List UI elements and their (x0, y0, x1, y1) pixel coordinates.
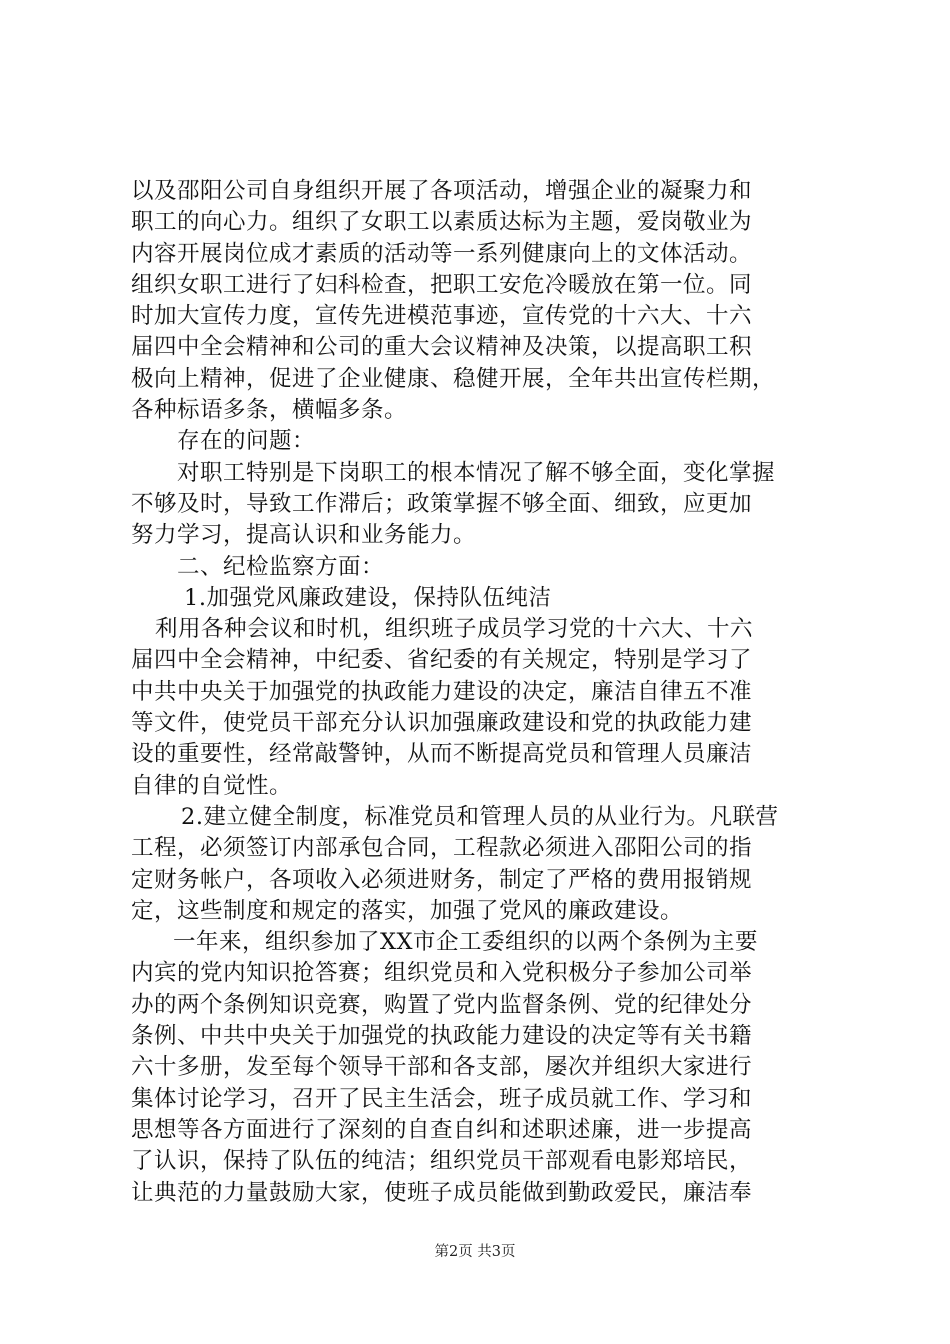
text-line: 以及邵阳公司自身组织开展了各项活动，增强企业的凝聚力和 (131, 178, 753, 204)
section-heading-problems: 存在的问题： (177, 428, 316, 455)
text-line: 条例、中共中央关于加强党的执政能力建设的决定等有关书籍 (131, 1023, 753, 1050)
text-line: 工程，必须签订内部承包合同，工程款必须进入邵阳公司的指 (131, 835, 753, 862)
text-line: 组织女职工进行了妇科检查，把职工安危冷暖放在第一位。同 (131, 271, 753, 298)
text-line: 了认识，保持了队伍的纯洁；组织党员干部观看电影郑培民， (131, 1148, 753, 1175)
text-line: 各种标语多条，横幅多条。 (131, 397, 408, 424)
text-line: 中共中央关于加强党的执政能力建设的决定，廉洁自律五不准 (131, 678, 753, 705)
page-number-footer: 第2页 共3页 (434, 1244, 516, 1260)
text-line: 集体讨论学习，召开了民主生活会，班子成员就工作、学习和 (131, 1085, 753, 1112)
text-line: 届四中全会精神和公司的重大会议精神及决策，以提高职工积 (131, 334, 753, 361)
text-line: 六十多册，发至每个领导干部和各支部，屡次并组织大家进行 (131, 1054, 753, 1081)
text-line: 利用各种会议和时机，组织班子成员学习党的十六大、十六 (155, 616, 754, 643)
text-line: 届四中全会精神，中纪委、省纪委的有关规定，特别是学习了 (131, 647, 753, 674)
text-line: 定财务帐户，各项收入必须进财务，制定了严格的费用报销规 (131, 866, 753, 893)
text-line: 自律的自觉性。 (131, 772, 293, 799)
text-line: 时加大宣传力度，宣传先进模范事迹，宣传党的十六大、十六 (131, 303, 753, 330)
text-line: 办的两个条例知识竞赛，购置了党内监督条例、党的纪律处分 (131, 991, 753, 1018)
text-line: 内容开展岗位成才素质的活动等一系列健康向上的文体活动。 (131, 240, 753, 267)
text-line: 对职工特别是下岗职工的根本情况了解不够全面，变化掌握 (177, 459, 776, 486)
text-line: 不够及时，导致工作滞后；政策掌握不够全面、细致，应更加 (131, 490, 753, 517)
text-line: 极向上精神，促进了企业健康、稳健开展，全年共出宣传栏期， (131, 365, 776, 392)
text-line: 职工的向心力。组织了女职工以素质达标为主题，爱岗敬业为 (131, 209, 753, 236)
text-line: 一年来，组织参加了XX市企工委组织的以两个条例为主要 (173, 929, 759, 956)
subheading-item-1: 1.加强党风廉政建设，保持队伍纯洁 (184, 584, 552, 611)
text-line: 等文件，使党员干部充分认识加强廉政建设和党的执政能力建 (131, 710, 753, 737)
body-text (131, 176, 831, 1209)
text-line: 思想等各方面进行了深刻的自查自纠和述职述廉，进一步提高 (131, 1116, 753, 1143)
text-line: 努力学习，提高认识和业务能力。 (131, 522, 477, 549)
text-line: 内宾的党内知识抢答赛；组织党员和入党积极分子参加公司举 (131, 960, 753, 987)
section-heading-discipline: 二、纪检监察方面： (177, 553, 385, 580)
subheading-item-2: 2.建立健全制度，标准党员和管理人员的从业行为。凡联营 (181, 803, 779, 830)
text-line: 设的重要性，经常敲警钟，从而不断提高党员和管理人员廉洁 (131, 741, 753, 768)
text-line: 定，这些制度和规定的落实，加强了党风的廉政建设。 (131, 897, 684, 924)
text-line: 让典范的力量鼓励大家，使班子成员能做到勤政爱民，廉洁奉 (131, 1179, 753, 1206)
